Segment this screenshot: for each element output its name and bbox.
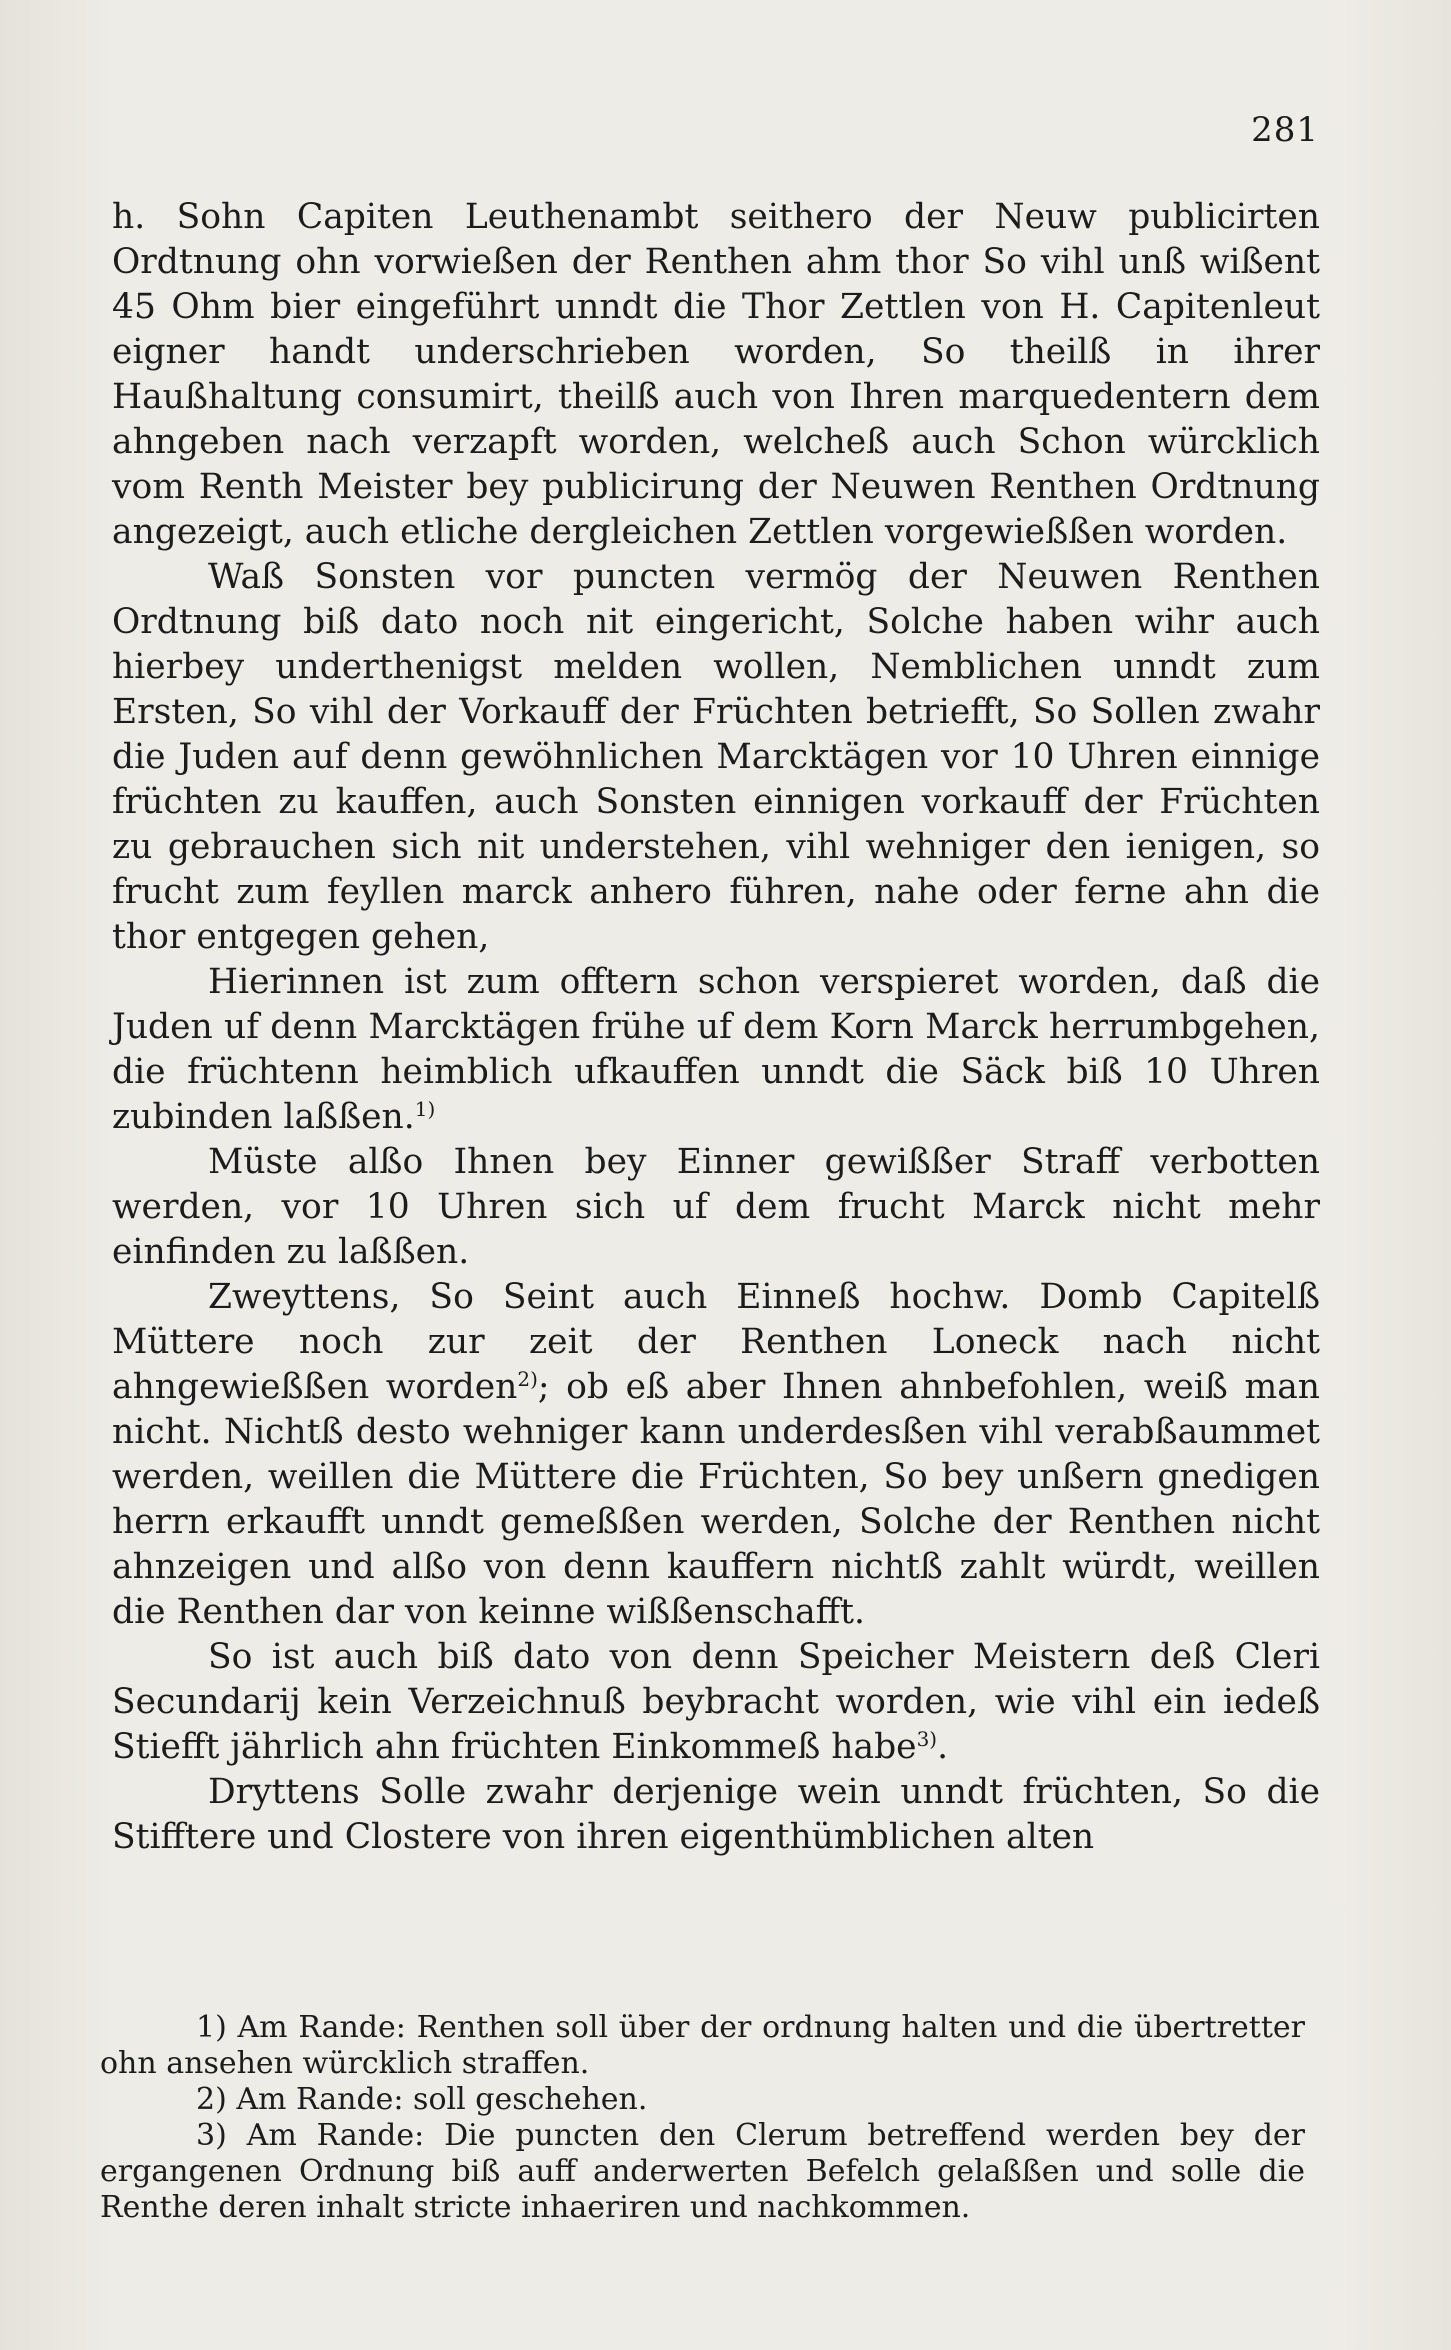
paragraph-4 (112, 1140, 1320, 1275)
paragraph-6-text-b: . (937, 1727, 949, 1767)
paragraph-1-text: h. Sohn Capiten Leuthenambt seithero der Neuw publicirten Ordtnung ohn vorwießen der Renthen ahm thor So vihl unß wißent 45 Ohm bier eingeführt unndt die Thor Zettlen von H. Capitenleut eigner handt underschrieben worden, So theilß in ihrer Haußhaltung consumirt, theilß auch von Ihren marquedentern dem ahngeben nach verzapft worden, welcheß auch Schon würcklich vom Renth Meister bey publicirung der Neuwen Renthen Ordtnung angezeigt, auch etliche dergleichen Zettlen vorgewießßen worden. (112, 197, 1320, 552)
footnote-1: 1) Am Rande: Renthen soll über der ordnung halten und die übertretter ohn ansehen würcklich straffen. (100, 2010, 1305, 2081)
page-number: 281 (1251, 110, 1319, 150)
paragraph-1 (112, 195, 1320, 555)
paragraph-3 (112, 960, 1320, 1140)
paragraph-2 (112, 555, 1320, 960)
footnote-ref-3: 3) (916, 1727, 938, 1751)
footnote-ref-2: 2) (517, 1367, 538, 1391)
footnotes (100, 2010, 1305, 2226)
paragraph-6 (112, 1635, 1320, 1770)
paragraph-6-text-a: So ist auch biß dato von denn Speicher Meistern deß Cleri Secundarij kein Verzeichnuß beybracht worden, wie vihl ein iedeß Stiefft jährlich ahn früchten Einkommeß habe (112, 1637, 1320, 1767)
paragraph-5 (112, 1275, 1320, 1635)
paragraph-7 (112, 1770, 1320, 1860)
footnote-3: 3) Am Rande: Die puncten den Clerum betreffend werden bey der ergangenen Ordnung biß auff anderwerten Befelch gelaßßen und solle die Renthe deren inhalt stricte inhaeriren und nachkommen. (100, 2118, 1305, 2225)
paragraph-5-text-b: ; ob eß aber Ihnen ahnbefohlen, weiß man nicht. Nichtß desto wehniger kann underdesßen vihl verabßaummet werden, weillen die Müttere die Früchten, So bey unßern gnedigen herrn erkaufft unndt gemeßßen werden, Solche der Renthen nicht ahnzeigen und alßo von denn kauffern nichtß zahlt würdt, weillen die Renthen dar von keinne wißßenschafft. (112, 1367, 1320, 1632)
footnote-2: 2) Am Rande: soll geschehen. (196, 2082, 648, 2117)
body-text (112, 195, 1320, 1860)
paragraph-5-text-a: Zweyttens, So Seint auch Einneß hochw. Domb Capitelß Müttere noch zur zeit der Renthen Loneck nach nicht ahngewießßen worden (112, 1277, 1320, 1407)
paragraph-4-text: Müste alßo Ihnen bey Einner gewißßer Straff verbotten werden, vor 10 Uhren sich uf dem frucht Marck nicht mehr einfinden zu laßßen. (112, 1142, 1320, 1272)
paragraph-3-text: Hierinnen ist zum offtern schon verspieret worden, daß die Juden uf denn Marcktägen frühe uf dem Korn Marck herrumbgehen, die früchtenn heimblich ufkauffen unndt die Säck biß 10 Uhren zubinden laßßen. (112, 962, 1320, 1137)
footnote-ref-1: 1) (414, 1097, 436, 1121)
paragraph-2-text: Waß Sonsten vor puncten vermög der Neuwen Renthen Ordtnung biß dato noch nit eingericht, Solche haben wihr auch hierbey underthenigst melden wollen, Nemblichen unndt zum Ersten, So vihl der Vorkauff der Früchten betriefft, So Sollen zwahr die Juden auf denn gewöhnlichen Marcktägen vor 10 Uhren einnige früchten zu kauffen, auch Sonsten einnigen vorkauff der Früchten zu gebrauchen sich nit understehen, vihl wehniger den ienigen, so frucht zum feyllen marck anhero führen, nahe oder ferne ahn die thor entgegen gehen, (112, 557, 1320, 957)
paragraph-7-text: Dryttens Solle zwahr derjenige wein unndt früchten, So die Stifftere und Clostere von ihren eigenthümblichen alten (112, 1772, 1320, 1857)
